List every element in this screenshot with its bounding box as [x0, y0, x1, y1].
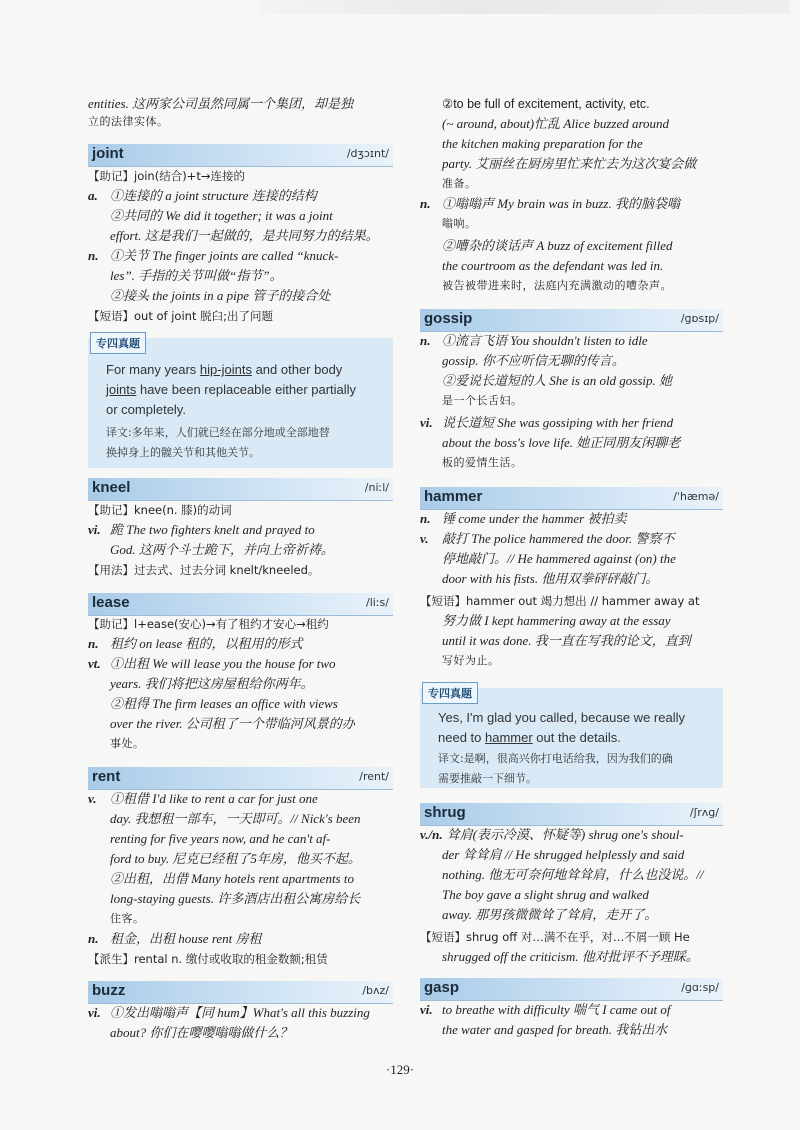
entry-header-shrug — [420, 803, 723, 826]
headword: buzz — [92, 982, 126, 999]
definition-line: der 耸耸肩 // He shrugged helplessly and said — [442, 847, 685, 862]
headword: gasp — [424, 979, 460, 996]
definition-line: ②爱说长道短的人 She is an old gossip. 她 — [442, 373, 673, 388]
mnemonic: 【助记】join(结合)+t→连接的 — [88, 169, 245, 183]
definition-line: door with his fists. 他用双拳砰砰敲门。 — [442, 571, 659, 586]
definition-line: 事处。 — [110, 737, 145, 750]
definition-line: 准备。 — [442, 177, 477, 190]
part-of-speech: n. — [88, 248, 99, 263]
definition-text: 跪 The two fighters knelt and prayed to — [110, 522, 315, 537]
definition-line: day. 我想租一部车，一天即可。// Nick's been — [110, 811, 361, 826]
definition-text: ①流言飞语 You shouldn't listen to idle — [442, 333, 648, 348]
definition-line: 嗡响。 — [442, 217, 477, 230]
definition-text: to breathe with difficulty 喘气 I came out of — [442, 1002, 671, 1017]
headword: shrug — [424, 804, 466, 821]
part-of-speech: n. — [420, 196, 431, 211]
definition-line: ②共同的 We did it together; it was a joint — [110, 208, 333, 223]
definition-text: ①出租 We will lease you the house for two — [110, 656, 336, 671]
headword: joint — [92, 145, 124, 162]
definition-text: 说长道短 She was gossiping with her friend — [442, 415, 674, 430]
exam-tag: 专四真题 — [422, 682, 478, 704]
definition-text: ①发出嗡嗡声【同 hum】What's all this buzzing — [110, 1005, 370, 1020]
definition-line: the kitchen making preparation for the — [442, 136, 643, 151]
definition-line: 停地敲门。// He hammered against (on) the — [442, 551, 676, 566]
definition-line: party. 艾丽丝在厨房里忙来忙去为这次宴会做 — [442, 156, 697, 171]
part-of-speech: v./n. — [420, 827, 443, 842]
definition-text: 耸肩(表示冷漠、怀疑等) shrug one's shoul- — [446, 827, 684, 842]
mnemonic: 【助记】knee(n. 膝)的动词 — [88, 503, 232, 517]
part-of-speech: n. — [88, 931, 99, 946]
definition-line — [420, 1002, 723, 1018]
definition-line — [88, 522, 393, 538]
exam-translation: 换掉身上的髋关节和其他关节。 — [106, 446, 260, 459]
definition-line — [88, 636, 393, 652]
definition-line: the water and gasped for breath. 我钻出水 — [442, 1022, 668, 1037]
part-of-speech: n. — [88, 636, 99, 651]
phonetic: /liːs/ — [366, 596, 389, 609]
part-of-speech: a. — [88, 188, 98, 203]
definition-line: renting for five years now, and he can't af- — [110, 831, 331, 846]
headword: gossip — [424, 310, 473, 327]
exam-sentence: Yes, I'm glad you called, because we really — [438, 710, 685, 725]
definition-line: the courtroom as the defendant was led in. — [442, 258, 664, 273]
definition-line: shrugged off the criticism. 他对批评不予理睬。 — [442, 949, 699, 964]
part-of-speech: vi. — [420, 415, 433, 430]
definition-text: 租约 on lease 租的，以租用的形式 — [110, 636, 303, 651]
phonetic: /ɡɑːsp/ — [681, 981, 719, 994]
exam-sentence: or completely. — [106, 402, 186, 417]
part-of-speech: v. — [88, 791, 97, 806]
definition-line: 写好为止。 — [442, 654, 500, 667]
part-of-speech: v. — [420, 531, 429, 546]
definition-line: The boy gave a slight shrug and walked — [442, 887, 649, 902]
entry-header-hammer — [420, 487, 723, 510]
headword: hammer — [424, 488, 483, 505]
definition-line: 板的爱情生活。 — [442, 456, 523, 469]
definition-line — [420, 827, 723, 843]
definition-line — [88, 656, 393, 672]
definition-line: years. 我们将把这房屋租给你两年。 — [110, 676, 314, 691]
definition-line: ②出租，出借 Many hotels rent apartments to — [110, 871, 354, 886]
definition-line: 是一个长舌妇。 — [442, 394, 523, 407]
definition-line: effort. 这是我们一起做的，是共同努力的结果。 — [110, 228, 379, 243]
scan-artifact — [260, 0, 790, 14]
definition-line — [420, 196, 723, 212]
definition-line — [88, 188, 393, 204]
definition-line: gossip. 你不应听信无聊的传言。 — [442, 353, 625, 368]
exam-tag: 专四真题 — [90, 332, 146, 354]
definition-line — [88, 931, 393, 947]
definition-line: les”. 手指的关节叫做“指节”。 — [110, 268, 283, 283]
part-of-speech: n. — [420, 333, 431, 348]
entry-header-lease — [88, 593, 393, 616]
definition-line: 住客。 — [110, 912, 145, 925]
definition-text: 锤 come under the hammer 被拍卖 — [442, 511, 627, 526]
entry-header-rent — [88, 767, 393, 790]
definition-line — [420, 415, 723, 431]
definition-line — [420, 531, 723, 547]
exam-translation: 需要推敲一下细节。 — [438, 772, 537, 785]
phonetic: /dʒɔɪnt/ — [346, 147, 389, 160]
definition-line — [88, 791, 393, 807]
derivative-line: 【派生】rental n. 缴付或收取的租金数额;租赁 — [88, 952, 328, 966]
headword: kneel — [92, 479, 131, 496]
phrase-line: 【短语】shrug off 对…满不在乎，对…不屑一顾 He — [420, 930, 690, 944]
phonetic: /niːl/ — [364, 481, 389, 494]
entry-header-gossip — [420, 309, 723, 332]
definition-line: 被告被带进来时，法庭内充满激动的嘈杂声。 — [442, 279, 672, 292]
definition-line: ②接头 the joints in a pipe 管子的接合处 — [110, 288, 331, 303]
entry-header-gasp — [420, 978, 723, 1001]
exam-translation: 译文:是啊，很高兴你打电话给我，因为我们的确 — [438, 752, 673, 765]
definition-line: ②to be full of excitement, activity, etc. — [442, 97, 650, 111]
exam-sentence: need to hammer out the details. — [438, 730, 621, 745]
definition-line: nothing. 他无可奈何地耸耸肩，什么也没说。// — [442, 867, 704, 882]
exam-sentence: joints have been replaceable either partially — [106, 382, 357, 397]
phrase-line: 【短语】hammer out 竭力想出 // hammer away at — [420, 594, 700, 608]
definition-line — [420, 333, 723, 349]
exam-box — [420, 688, 723, 788]
text-line: entities. 这两家公司虽然同属一个集团，却是独 — [88, 96, 354, 111]
part-of-speech: n. — [420, 511, 431, 526]
definition-text: 租金，出租 house rent 房租 — [110, 931, 262, 946]
exam-box — [88, 338, 393, 468]
part-of-speech: vi. — [420, 1002, 433, 1017]
headword: rent — [92, 768, 121, 785]
definition-text: ①连接的 a joint structure 连接的结构 — [110, 188, 317, 203]
definition-line: about the boss's love life. 她正同朋友闲聊老 — [442, 435, 681, 450]
definition-text: ①租借 I'd like to rent a car for just one — [110, 791, 318, 806]
definition-line: away. 那男孩微微耸了耸肩，走开了。 — [442, 907, 658, 922]
part-of-speech: vt. — [88, 656, 101, 671]
definition-line — [88, 1005, 393, 1021]
phonetic: /ɡɒsɪp/ — [680, 312, 719, 325]
exam-sentence: For many years hip-joints and other body — [106, 362, 343, 377]
exam-translation: 译文:多年来，人们就已经在部分地或全部地替 — [106, 426, 330, 439]
phonetic: /ˈhæmə/ — [673, 490, 719, 503]
entry-header-joint — [88, 144, 393, 167]
definition-line: until it was done. 我一直在写我的论文，直到 — [442, 633, 691, 648]
phrase-line: 【短语】out of joint 脱臼;出了问题 — [88, 309, 273, 323]
entry-header-buzz — [88, 981, 393, 1004]
usage-line: 【用法】过去式、过去分词 knelt/kneeled。 — [88, 563, 320, 577]
definition-line: over the river. 公司租了一个带临河风景的办 — [110, 716, 355, 731]
part-of-speech: vi. — [88, 522, 101, 537]
text-line: 立的法律实体。 — [88, 115, 169, 128]
phonetic: /bʌz/ — [362, 984, 389, 997]
mnemonic: 【助记】l+ease(安心)→有了租约才安心→租约 — [88, 617, 329, 631]
definition-line — [88, 248, 393, 264]
definition-line: God. 这两个斗士跪下，并向上帝祈祷。 — [110, 542, 334, 557]
definition-text: ①嗡嗡声 My brain was in buzz. 我的脑袋嗡 — [442, 196, 680, 211]
definition-line: 努力做 I kept hammering away at the essay — [442, 613, 671, 628]
phonetic: /rent/ — [359, 770, 389, 783]
definition-text: 敲打 The police hammered the door. 警察不 — [442, 531, 675, 546]
headword: lease — [92, 594, 130, 611]
definition-line: about? 你们在嘤嘤嗡嗡做什么？ — [110, 1025, 293, 1040]
definition-text: ①关节 The finger joints are called “knuck- — [110, 248, 339, 263]
page-number: ·129· — [385, 1062, 415, 1077]
definition-line: ②租得 The firm leases an office with views — [110, 696, 338, 711]
definition-line: long-staying guests. 许多酒店出租公寓房给长 — [110, 891, 361, 906]
definition-line: ②嘈杂的谈话声 A buzz of excitement filled — [442, 238, 673, 253]
definition-line: ford to buy. 尼克已经租了5年房，他买不起。 — [110, 851, 361, 866]
definition-line — [420, 511, 723, 527]
definition-line: (~ around, about)忙乱 Alice buzzed around — [442, 116, 670, 131]
part-of-speech: vi. — [88, 1005, 101, 1020]
phonetic: /ʃrʌɡ/ — [689, 806, 719, 819]
entry-header-kneel — [88, 478, 393, 501]
